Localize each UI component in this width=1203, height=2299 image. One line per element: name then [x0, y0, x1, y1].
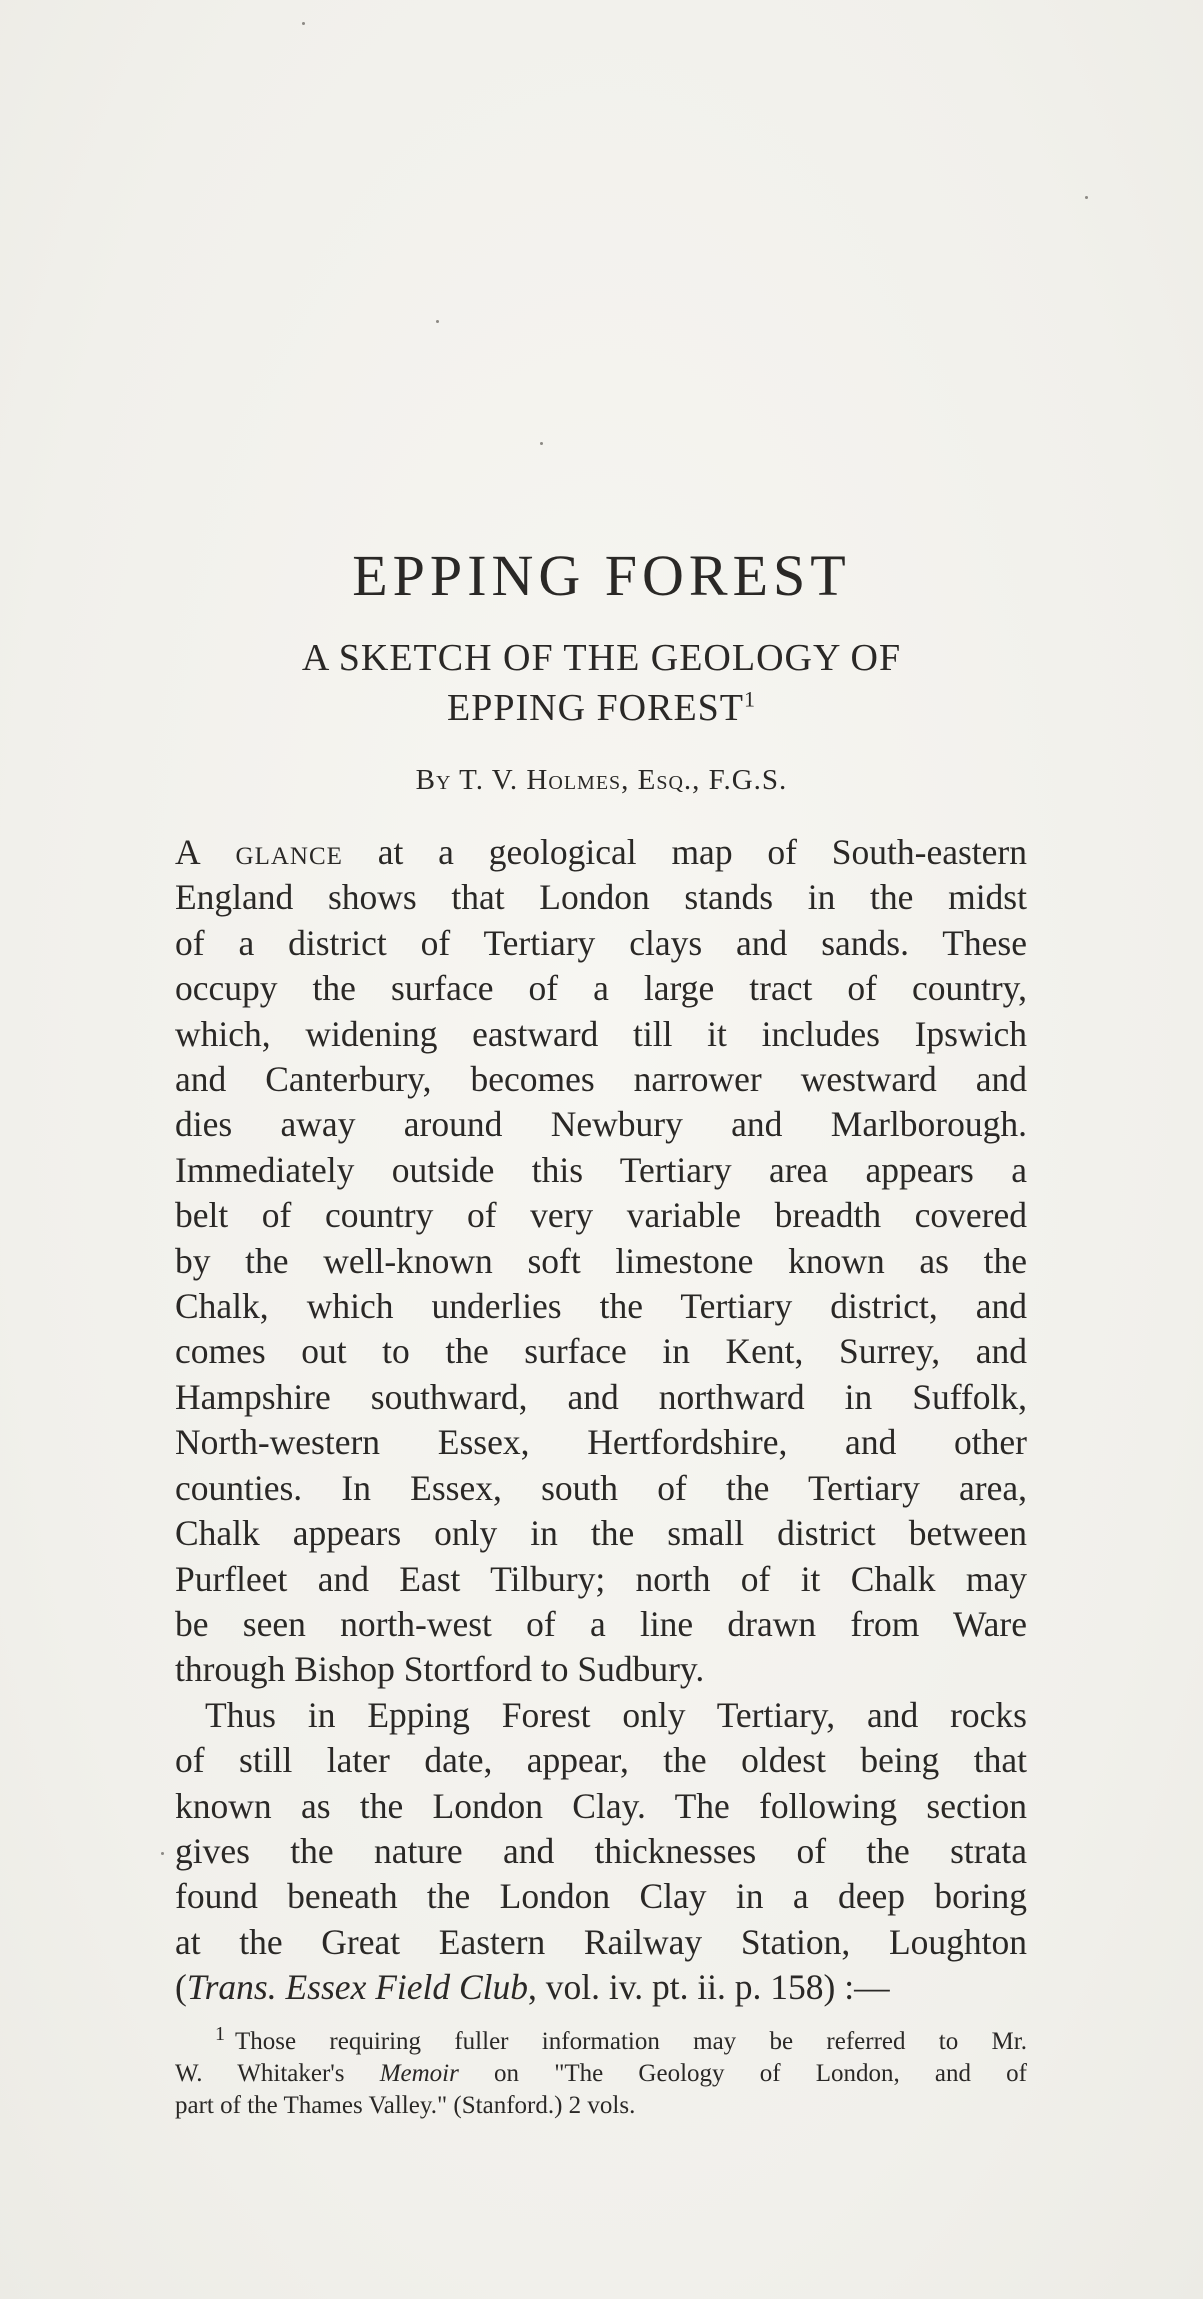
byline-text: By T. V. Holmes, Esq., F.G.S.	[415, 764, 788, 796]
journal-title: Trans. Essex Field Club	[186, 1967, 529, 2008]
citation-open: (	[175, 1967, 187, 2008]
text-line: known as the London Clay. The following section	[175, 1785, 1027, 1826]
paper-speck	[540, 442, 543, 445]
paper-speck	[161, 1852, 164, 1855]
text-line: Hampshire southward, and northward in Suffolk,	[175, 1376, 1027, 1417]
subtitle-line-text: EPPING FOREST	[447, 687, 744, 729]
text-line: which, widening eastward till it includes Ipswich	[175, 1013, 1027, 1054]
text-line: North-western Essex, Hertfordshire, and other	[175, 1422, 1027, 1463]
paper-speck	[436, 320, 439, 323]
text-line: of a district of Tertiary clays and sands. These	[175, 922, 1027, 963]
text-line: occupy the surface of a large tract of country,	[175, 968, 1027, 1009]
citation-rest: , vol. iv. pt. ii. p. 158) :—	[528, 1967, 890, 2008]
text-line: at the Great Eastern Railway Station, Loughton	[175, 1921, 1027, 1962]
text-line: by the well-known soft limestone known as the	[175, 1240, 1027, 1281]
footnote-text: on "The Geology of London, and of	[458, 2060, 1027, 2087]
article-subtitle	[150, 633, 1053, 733]
text-line: comes out to the surface in Kent, Surrey, and	[175, 1331, 1027, 1372]
footnote-line	[175, 2022, 1027, 2058]
text-line: dies away around Newbury and Marlborough.	[175, 1104, 1027, 1145]
subtitle-line: A SKETCH OF THE GEOLOGY OF	[301, 637, 902, 679]
citation-line	[175, 1965, 1027, 2010]
footnote-reference: 1	[744, 686, 756, 712]
text-line: Immediately outside this Tertiary area appears a	[175, 1149, 1027, 1190]
text-line: Chalk appears only in the small district between	[175, 1513, 1027, 1554]
text-line	[175, 830, 1027, 875]
subtitle-line	[150, 683, 1053, 733]
footnote-number: 1	[215, 2022, 225, 2045]
text-line: counties. In Essex, south of the Tertiary area,	[175, 1467, 1027, 1508]
author-byline	[0, 764, 1203, 797]
footnote-text: Those requiring fuller information may be referred to Mr.	[235, 2028, 1027, 2055]
text-line: of still later date, appear, the oldest being that	[175, 1740, 1027, 1781]
footnote-text: W. Whitaker's	[175, 2060, 380, 2087]
page-title: EPPING FOREST	[352, 542, 851, 608]
text-line: found beneath the London Clay in a deep boring	[175, 1876, 1027, 1917]
footnote	[175, 2022, 1027, 2122]
footnote-line: part of the Thames Valley." (Stanford.) 2 vols.	[175, 2092, 636, 2119]
text-line: Thus in Epping Forest only Tertiary, and rocks	[205, 1694, 1027, 1735]
text-line: Purfleet and East Tilbury; north of it Chalk may	[175, 1558, 1027, 1599]
memoir-title: Memoir	[379, 2060, 459, 2087]
text-line: Chalk, which underlies the Tertiary district, and	[175, 1286, 1027, 1327]
text-line: through Bishop Stortford to Sudbury.	[175, 1649, 705, 1690]
text-line: gives the nature and thicknesses of the strata	[175, 1830, 1027, 1871]
text-line: England shows that London stands in the midst	[175, 877, 1027, 918]
text-line: belt of country of very variable breadth covered	[175, 1195, 1027, 1236]
text-line-rest: at a geological map of South-eastern	[342, 832, 1027, 872]
text-line: be seen north-west of a line drawn from Ware	[175, 1603, 1027, 1644]
paper-speck	[302, 22, 305, 25]
text-line: and Canterbury, becomes narrower westward and	[175, 1059, 1027, 1100]
footnote-line	[175, 2058, 1027, 2090]
paper-speck	[1085, 196, 1088, 199]
article-body	[175, 830, 1027, 2011]
opening-words: A glance	[175, 832, 343, 872]
